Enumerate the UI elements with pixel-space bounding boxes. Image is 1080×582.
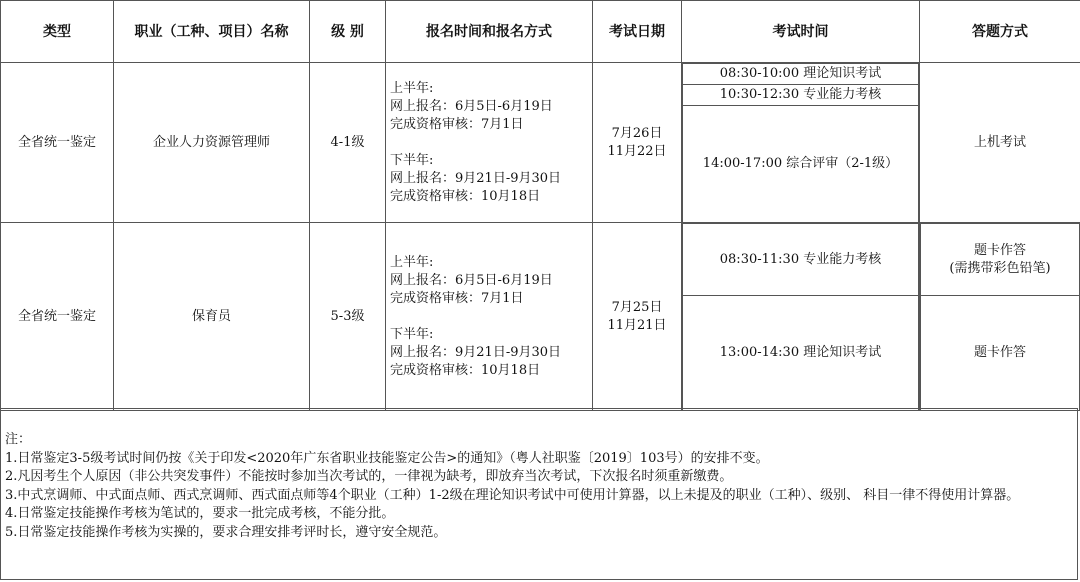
cell-exam-time [682, 223, 920, 411]
header-answer-mode: 答题方式 [920, 1, 1080, 63]
reg-line: 下半年: [390, 152, 434, 168]
notes-title: 注： [5, 432, 32, 447]
note-item: 3.中式烹调师、中式面点师、西式烹调师、西式面点师等4个职业（工种）1-2级在理论知识考试中可使用计算器，以上未提及的职业（工种）、级别、 科目一律不得使用计算器。 [5, 487, 1020, 503]
notes-section [0, 408, 1078, 580]
session: 14:00-17:00 综合评审（2-1级） [683, 106, 919, 223]
header-type: 类型 [1, 1, 114, 63]
session: 08:30-10:00 理论知识考试 [683, 64, 919, 85]
reg-line: 完成资格审核：10月18日 [390, 362, 541, 378]
session: 13:00-14:30 理论知识考试 [683, 296, 919, 411]
answer-mode-line: (需携带彩色铅笔) [949, 260, 1051, 276]
answer-mode [921, 224, 1080, 296]
session: 10:30-12:30 专业能力考核 [683, 85, 919, 106]
reg-line: 完成资格审核：7月1日 [390, 290, 524, 306]
reg-line: 网上报名：9月21日-9月30日 [390, 344, 562, 360]
exam-date: 11月22日 [607, 143, 667, 159]
table-row [1, 223, 1080, 411]
header-exam-time: 考试时间 [682, 1, 920, 63]
cell-type: 全省统一鉴定 [1, 63, 114, 223]
reg-line: 网上报名：6月5日-6月19日 [390, 98, 553, 114]
header-exam-date: 考试日期 [593, 1, 682, 63]
reg-line: 完成资格审核：7月1日 [390, 116, 524, 132]
session: 08:30-11:30 专业能力考核 [683, 224, 919, 296]
cell-exam-date [593, 63, 682, 223]
reg-line: 网上报名：6月5日-6月19日 [390, 272, 553, 288]
cell-level: 4-1级 [310, 63, 386, 223]
cell-registration [386, 63, 593, 223]
cell-exam-time [682, 63, 920, 223]
reg-line: 上半年: [390, 254, 434, 270]
header-row [1, 1, 1080, 63]
note-item: 2.凡因考生个人原因（非公共突发事件）不能按时参加当次考试的，一律视为缺考，即放弃当次考试，下次报名时须重新缴费。 [5, 469, 733, 484]
note-item: 5.日常鉴定技能操作考核为实操的，要求合理安排考评时长，遵守安全规范。 [5, 524, 447, 540]
cell-name: 保育员 [114, 223, 310, 411]
exam-date: 11月21日 [607, 317, 667, 333]
cell-answer-mode: 上机考试 [920, 63, 1080, 223]
reg-line: 网上报名：9月21日-9月30日 [390, 170, 562, 186]
answer-mode: 题卡作答 [921, 296, 1080, 411]
header-level: 级 别 [310, 1, 386, 63]
cell-name: 企业人力资源管理师 [114, 63, 310, 223]
header-registration: 报名时间和报名方式 [386, 1, 593, 63]
reg-line: 完成资格审核：10月18日 [390, 188, 541, 204]
table-row [1, 63, 1080, 223]
cell-registration [386, 223, 593, 411]
cell-type: 全省统一鉴定 [1, 223, 114, 411]
cell-answer-mode [920, 223, 1080, 411]
cell-level: 5-3级 [310, 223, 386, 411]
exam-date: 7月26日 [611, 125, 663, 141]
exam-date: 7月25日 [611, 299, 663, 315]
answer-mode-line: 题卡作答 [973, 242, 1026, 258]
note-item: 1.日常鉴定3-5级考试时间仍按《关于印发<2020年广东省职业技能鉴定公告>的通知》（粤人社职鉴〔2019〕103号）的安排不变。 [5, 450, 769, 466]
cell-exam-date [593, 223, 682, 411]
reg-line: 下半年: [390, 326, 434, 342]
header-name: 职业（工种、项目）名称 [114, 1, 310, 63]
note-item: 4.日常鉴定技能操作考核为笔试的，要求一批完成考核，不能分批。 [5, 506, 395, 521]
reg-line: 上半年: [390, 80, 434, 96]
